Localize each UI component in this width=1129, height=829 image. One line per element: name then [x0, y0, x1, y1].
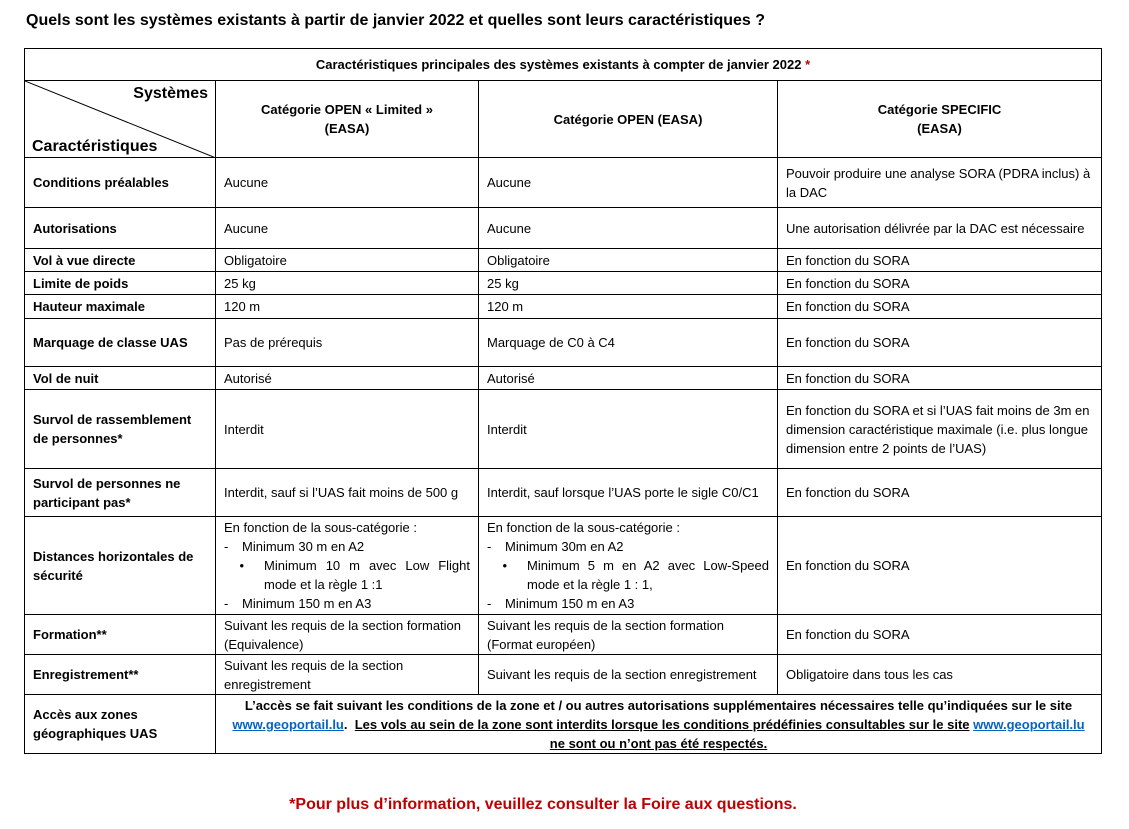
distances-item-a3: - Minimum 150 m en A3 — [487, 596, 635, 611]
row-label-formation: Formation** — [25, 615, 216, 655]
row-label-hauteur: Hauteur maximale — [25, 295, 216, 319]
cell-marquage-specific: En fonction du SORA — [778, 319, 1102, 367]
distances-item-a2-text: Minimum 30m en A2 — [505, 539, 624, 554]
distances-item-a3-text: Minimum 150 m en A3 — [505, 596, 635, 611]
page-question: Quels sont les systèmes existants à partir de janvier 2022 et quelles sont leurs caractéristiques ? — [26, 12, 765, 29]
distances-bullet-text: Minimum 10 m avec Low Flight mode et la règle 1 :1 — [264, 558, 470, 592]
distances-item-a3: - Minimum 150 m en A3 — [224, 596, 372, 611]
distances-intro: En fonction de la sous-catégorie : — [224, 520, 417, 535]
cell-hauteur-open: 120 m — [479, 295, 778, 319]
characteristics-table — [24, 48, 1102, 754]
cell-acces — [216, 695, 1102, 754]
cell-hauteur-specific: En fonction du SORA — [778, 295, 1102, 319]
acces-text-3: Les vols au sein de la zone sont interdits lorsque les conditions prédéfinies consultables sur le site — [354, 716, 970, 732]
distances-item-a2-text: Minimum 30 m en A2 — [242, 539, 365, 554]
cell-marquage-open-limited: Pas de prérequis — [216, 319, 479, 367]
distances-bullet: • Minimum 10 m avec Low Flight mode et la règle 1 :1 — [239, 558, 470, 592]
column-header-line2: (EASA) — [917, 121, 962, 136]
row-label-enregistrement: Enregistrement** — [25, 655, 216, 695]
table-row — [25, 272, 1102, 295]
cell-autorisations-specific: Une autorisation délivrée par la DAC est nécessaire — [778, 208, 1102, 249]
table-row — [25, 655, 1102, 695]
cell-distances-specific: En fonction du SORA — [778, 517, 1102, 615]
cell-conditions-specific: Pouvoir produire une analyse SORA (PDRA inclus) à la DAC — [778, 158, 1102, 208]
cell-formation-open: Suivant les requis de la section formation (Format européen) — [479, 615, 778, 655]
table-row — [25, 319, 1102, 367]
cell-enregistrement-open: Suivant les requis de la section enregistrement — [479, 655, 778, 695]
table-row — [25, 469, 1102, 517]
geoportail-link-2[interactable]: www.geoportail.lu — [973, 716, 1085, 732]
cell-poids-open: 25 kg — [479, 272, 778, 295]
row-label-non-participant: Survol de personnes ne participant pas* — [25, 469, 216, 517]
cell-marquage-open: Marquage de C0 à C4 — [479, 319, 778, 367]
cell-rassemblement-open: Interdit — [479, 390, 778, 469]
column-header-open — [479, 81, 778, 158]
column-header-line1: Catégorie OPEN « Limited » — [261, 102, 433, 117]
cell-autorisations-open-limited: Aucune — [216, 208, 479, 249]
row-label-rassemblement: Survol de rassemblement de personnes* — [25, 390, 216, 469]
row-label-autorisations: Autorisations — [25, 208, 216, 249]
distances-item-a2: - Minimum 30m en A2 — [487, 539, 624, 554]
cell-enregistrement-specific: Obligatoire dans tous les cas — [778, 655, 1102, 695]
geoportail-link-1[interactable]: www.geoportail.lu — [232, 716, 344, 732]
row-label-nuit: Vol de nuit — [25, 367, 216, 390]
corner-characteristics-label: Caractéristiques — [32, 138, 158, 155]
cell-nuit-specific: En fonction du SORA — [778, 367, 1102, 390]
table-row — [25, 249, 1102, 272]
distances-item-a3-text: Minimum 150 m en A3 — [242, 596, 372, 611]
column-header-line1: Catégorie OPEN (EASA) — [553, 111, 703, 127]
cell-enregistrement-open-limited: Suivant les requis de la section enregistrement — [216, 655, 479, 695]
column-header-line1: Catégorie SPECIFIC — [877, 102, 1002, 117]
row-label-marquage: Marquage de classe UAS — [25, 319, 216, 367]
table-row — [25, 517, 1102, 615]
cell-non-participant-open: Interdit, sauf lorsque l’UAS porte le sigle C0/C1 — [479, 469, 778, 517]
cell-non-participant-open-limited: Interdit, sauf si l’UAS fait moins de 500 g — [216, 469, 479, 517]
table-title-text: Caractéristiques principales des systèmes existants à compter de janvier 2022 — [315, 57, 802, 72]
cell-formation-specific: En fonction du SORA — [778, 615, 1102, 655]
cell-nuit-open: Autorisé — [479, 367, 778, 390]
cell-conditions-open: Aucune — [479, 158, 778, 208]
table-row — [25, 367, 1102, 390]
row-label-conditions: Conditions préalables — [25, 158, 216, 208]
cell-nuit-open-limited: Autorisé — [216, 367, 479, 390]
corner-header — [25, 81, 216, 158]
distances-intro: En fonction de la sous-catégorie : — [487, 520, 680, 535]
table-row — [25, 158, 1102, 208]
cell-formation-open-limited: Suivant les requis de la section formation (Equivalence) — [216, 615, 479, 655]
cell-non-participant-specific: En fonction du SORA — [778, 469, 1102, 517]
cell-rassemblement-specific: En fonction du SORA et si l’UAS fait moins de 3m en dimension caractéristique maximale (i.e. plus longue dimension entre 2 points de l’UAS) — [778, 390, 1102, 469]
table-row — [25, 390, 1102, 469]
row-label-poids: Limite de poids — [25, 272, 216, 295]
cell-vue-specific: En fonction du SORA — [778, 249, 1102, 272]
cell-distances-open — [479, 517, 778, 615]
cell-rassemblement-open-limited: Interdit — [216, 390, 479, 469]
table-title — [25, 49, 1102, 81]
cell-conditions-open-limited: Aucune — [216, 158, 479, 208]
distances-item-a2: - Minimum 30 m en A2 — [224, 539, 365, 554]
cell-autorisations-open: Aucune — [479, 208, 778, 249]
acces-text-1: L’accès se fait suivant les conditions de la zone et / ou autres autorisations supplémentaires nécessaires telle qu’indiquées sur le site — [244, 697, 1073, 713]
acces-text-4: ne sont ou n’ont pas été respectés. — [549, 735, 768, 751]
row-label-acces: Accès aux zones géographiques UAS — [25, 695, 216, 754]
distances-bullet: • Minimum 5 m en A2 avec Low-Speed mode et la règle 1 : 1, — [502, 558, 769, 592]
table-row — [25, 295, 1102, 319]
acces-text-2: . — [343, 716, 348, 732]
cell-poids-open-limited: 25 kg — [216, 272, 479, 295]
table-row — [25, 695, 1102, 754]
cell-hauteur-open-limited: 120 m — [216, 295, 479, 319]
cell-vue-open-limited: Obligatoire — [216, 249, 479, 272]
column-header-specific — [778, 81, 1102, 158]
footer-note: *Pour plus d’information, veuillez consulter la Foire aux questions. — [289, 796, 797, 813]
row-label-distances: Distances horizontales de sécurité — [25, 517, 216, 615]
column-header-open-limited — [216, 81, 479, 158]
title-star: * — [805, 57, 811, 72]
row-label-vue: Vol à vue directe — [25, 249, 216, 272]
table-row — [25, 615, 1102, 655]
corner-systems-label: Systèmes — [133, 85, 208, 102]
cell-distances-open-limited — [216, 517, 479, 615]
column-header-line2: (EASA) — [324, 121, 370, 136]
distances-bullet-text: Minimum 5 m en A2 avec Low-Speed mode et la règle 1 : 1, — [527, 558, 769, 592]
cell-vue-open: Obligatoire — [479, 249, 778, 272]
table-row — [25, 208, 1102, 249]
cell-poids-specific: En fonction du SORA — [778, 272, 1102, 295]
